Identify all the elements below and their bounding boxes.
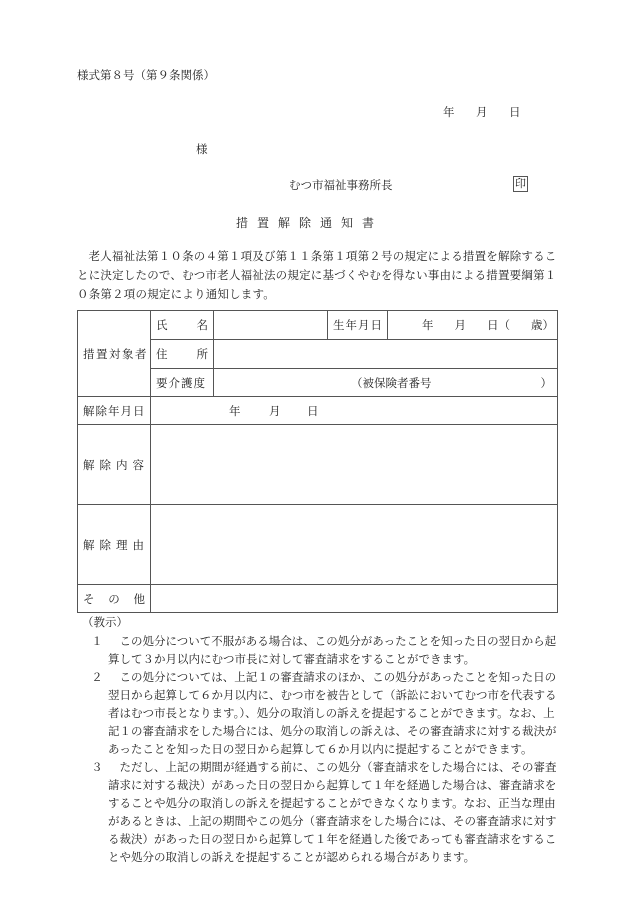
note-item bbox=[86, 758, 558, 866]
note-number: ２ bbox=[91, 670, 103, 684]
addressee-suffix: 様 bbox=[196, 142, 208, 156]
issuer: むつ市福祉事務所長 bbox=[289, 178, 393, 192]
note-item bbox=[86, 668, 558, 758]
name-label-1: 氏 bbox=[156, 318, 168, 332]
care-level-label: 要介護度 bbox=[156, 375, 206, 390]
release-reason-label-cell bbox=[78, 505, 151, 585]
note-text: この処分については、上記１の審査請求のほか、この処分があったことを知った日の翌日から起算して６か月以内に、むつ市を被告として（訴訟においてむつ市を代表する者はむつ市長となります。）、処分の取消しの訴えを提起することができます。なお、上記１の審査請求をした場合には、処分の取消しの訴えは、その審査請求に対する裁決があったことを知った日の翌日から起算して６か月以内に提起することができます。 bbox=[108, 670, 557, 756]
care-level-label-cell bbox=[151, 369, 214, 397]
issue-date-day: 日 bbox=[509, 105, 521, 119]
table-row-release-content bbox=[78, 425, 558, 505]
subject-label-cell bbox=[78, 311, 151, 397]
birth-month-unit: 月 bbox=[454, 318, 466, 332]
issue-date-year: 年 bbox=[443, 105, 455, 119]
note-number: １ bbox=[91, 634, 103, 648]
table-row-release-date bbox=[78, 397, 558, 425]
release-year-unit: 年 bbox=[229, 403, 241, 418]
address-label-1: 住 bbox=[156, 347, 168, 361]
birth-label-cell bbox=[328, 311, 388, 340]
seal-mark: 印 bbox=[515, 177, 526, 190]
subject-label: 措置対象者 bbox=[83, 346, 148, 361]
form-number: 様式第８号（第９条関係） bbox=[77, 68, 215, 82]
release-form-table bbox=[77, 310, 558, 613]
release-reason-label: 解除理由 bbox=[83, 537, 149, 552]
care-level-field[interactable] bbox=[214, 369, 558, 397]
address-field[interactable] bbox=[214, 340, 558, 369]
other-label-3: 他 bbox=[133, 591, 145, 606]
table-row-name bbox=[78, 311, 558, 340]
insured-number-open: （被保険者番号 bbox=[351, 375, 432, 390]
other-field[interactable] bbox=[151, 585, 558, 613]
insured-number-close: ） bbox=[540, 375, 552, 390]
issue-date bbox=[443, 104, 521, 120]
table-row-release-reason bbox=[78, 505, 558, 585]
note-text: ただし、上記の期間が経過する前に、この処分（審査請求をした場合には、その審査請求に対する裁決）があった日の翌日から起算して１年を経過した場合は、審査請求をすることや処分の取消しの訴えを提起することができなくなります。なお、正当な理由があるときは、上記の期間やこの処分（審査請求をした場合には、その審査請求に対する裁決）があった日の翌日から起算して１年を経過した後であっても審査請求をすることや処分の取消しの訴えを提起することが認められる場合があります。 bbox=[108, 760, 557, 864]
release-day-unit: 日 bbox=[307, 403, 319, 418]
note-text: この処分について不服がある場合は、この処分があったことを知った日の翌日から起算して３か月以内にむつ市長に対して審査請求をすることができます。 bbox=[108, 634, 557, 666]
address-label-cell bbox=[151, 340, 214, 369]
birth-label: 生年月日 bbox=[333, 318, 383, 332]
name-label-2: 名 bbox=[196, 318, 208, 332]
name-label-cell bbox=[151, 311, 214, 340]
release-date-field[interactable] bbox=[151, 397, 558, 425]
birth-date-field[interactable] bbox=[388, 311, 558, 340]
note-item bbox=[86, 632, 558, 668]
birth-year-unit: 年 bbox=[422, 318, 434, 332]
release-reason-field[interactable] bbox=[151, 505, 558, 585]
release-content-label: 解除内容 bbox=[83, 457, 149, 472]
notes-heading: （教示） bbox=[82, 615, 128, 629]
release-date-label-cell bbox=[78, 397, 151, 425]
birth-age-unit: 歳） bbox=[531, 318, 554, 332]
other-label-1: そ bbox=[83, 591, 95, 606]
notes-list bbox=[86, 632, 558, 866]
other-label-cell bbox=[78, 585, 151, 613]
release-month-unit: 月 bbox=[269, 403, 281, 418]
release-content-label-cell bbox=[78, 425, 151, 505]
release-content-field[interactable] bbox=[151, 425, 558, 505]
issue-date-month: 月 bbox=[476, 105, 488, 119]
birth-day-unit: 日（ bbox=[487, 318, 510, 332]
name-field[interactable] bbox=[214, 311, 328, 340]
table-row-other bbox=[78, 585, 558, 613]
note-number: ３ bbox=[91, 760, 103, 774]
intro-paragraph: 老人福祉法第１０条の４第１項及び第１１条第１項第２号の規定による措置を解除することに決定したので、むつ市老人福祉法の規定に基づくやむを得ない事由による措置要綱第１０条第２項の規定により通知します。 bbox=[77, 249, 557, 301]
address-label-2: 所 bbox=[196, 347, 208, 361]
other-label-2: の bbox=[108, 591, 120, 606]
document-title: 措置解除通知書 bbox=[236, 216, 384, 230]
release-date-label: 解除年月日 bbox=[83, 403, 146, 418]
